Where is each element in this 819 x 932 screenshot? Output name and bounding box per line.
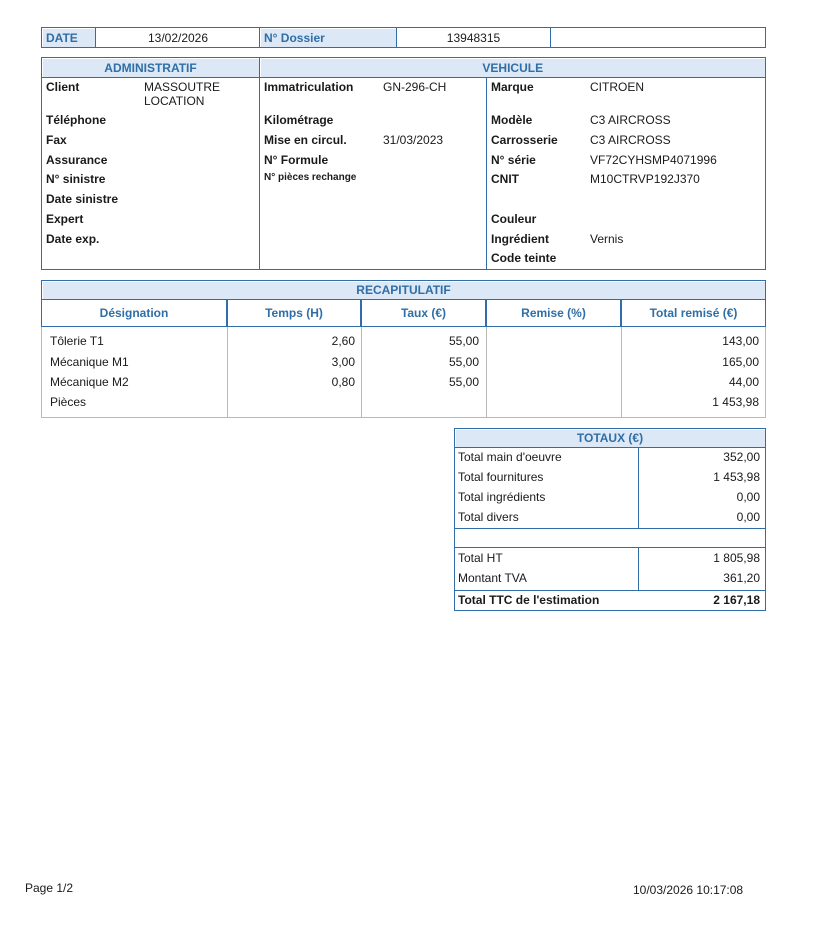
dossier-value: 13948315 <box>446 31 501 45</box>
admin-assurance-label: Assurance <box>46 153 108 167</box>
admin-date-sinistre-label: Date sinistre <box>46 192 119 206</box>
admin-date-exp-label: Date exp. <box>46 232 100 246</box>
recap-temps: 3,00 <box>331 355 355 369</box>
totaux-ht-value: 1 805,98 <box>713 551 760 565</box>
admin-sinistre-label: N° sinistre <box>46 172 106 186</box>
veh-ingredient-value: Vernis <box>590 232 624 246</box>
veh-carrosserie-value: C3 AIRCROSS <box>590 133 671 147</box>
veh-mec-value: 31/03/2023 <box>383 133 444 147</box>
recap-taux: 55,00 <box>448 375 479 389</box>
recap-title-text: RECAPITULATIF <box>356 282 451 297</box>
totaux-fourn-value: 1 453,98 <box>713 470 760 484</box>
veh-couleur-label: Couleur <box>491 212 537 226</box>
admin-client-value: MASSOUTRE LOCATION <box>144 80 221 108</box>
admin-telephone-label: Téléphone <box>46 113 107 127</box>
totaux-title: TOTAUX (€) <box>576 430 644 445</box>
veh-cnit-label: CNIT <box>491 172 519 186</box>
print-timestamp: 10/03/2026 10:17:08 <box>633 883 744 897</box>
recap-temps: 2,60 <box>331 334 355 348</box>
table-row <box>41 395 766 415</box>
recap-total: 44,00 <box>728 375 759 389</box>
date-value: 13/02/2026 <box>147 31 209 45</box>
admin-title: ADMINISTRATIF <box>104 60 197 75</box>
recap-title <box>43 282 765 299</box>
veh-km-label: Kilométrage <box>264 113 334 127</box>
vehicule-header <box>261 59 765 77</box>
admin-client-label: Client <box>46 80 80 94</box>
recap-total: 165,00 <box>722 355 759 369</box>
veh-modele-value: C3 AIRCROSS <box>590 113 671 127</box>
recap-total: 1 453,98 <box>712 395 759 409</box>
veh-ingredient-label: Ingrédient <box>491 232 550 246</box>
vehicule-title: VEHICULE <box>482 60 544 75</box>
totaux-ttc-value: 2 167,18 <box>713 593 760 607</box>
totaux-ingr-label: Total ingrédients <box>458 490 546 504</box>
veh-marque-label: Marque <box>491 80 534 94</box>
date-label: DATE <box>46 31 78 45</box>
admin-fax-label: Fax <box>46 133 67 147</box>
table-row <box>41 355 766 375</box>
veh-mec-label: Mise en circul. <box>264 133 347 147</box>
totaux-divers-label: Total divers <box>458 510 519 524</box>
recap-total: 143,00 <box>722 334 759 348</box>
veh-modele-label: Modèle <box>491 113 533 127</box>
admin-header <box>43 59 259 77</box>
page-number: Page 1/2 <box>25 881 74 895</box>
totaux-ttc-label: Total TTC de l'estimation <box>458 593 600 607</box>
recap-taux: 55,00 <box>448 334 479 348</box>
recap-head-remise: Remise (%) <box>521 306 586 320</box>
admin-expert-label: Expert <box>46 212 84 226</box>
totaux-tva-value: 361,20 <box>723 571 760 585</box>
recap-head-total: Total remisé (€) <box>649 306 738 320</box>
table-row <box>41 334 766 354</box>
veh-serie-value: VF72CYHSMP4071996 <box>590 153 717 167</box>
recap-designation: Tôlerie T1 <box>50 334 104 348</box>
recap-designation: Mécanique M2 <box>50 375 129 389</box>
table-row <box>41 375 766 395</box>
totaux-divers-value: 0,00 <box>736 510 760 524</box>
totaux-header <box>456 430 765 447</box>
recap-designation: Mécanique M1 <box>50 355 129 369</box>
veh-formule-label: N° Formule <box>264 153 329 167</box>
recap-head-temps: Temps (H) <box>265 306 323 320</box>
recap-taux: 55,00 <box>448 355 479 369</box>
veh-teinte-label: Code teinte <box>491 251 557 265</box>
totaux-fourn-label: Total fournitures <box>458 470 544 484</box>
veh-marque-value: CITROEN <box>590 80 644 94</box>
totaux-ingr-value: 0,00 <box>736 490 760 504</box>
recap-head-taux: Taux (€) <box>400 306 447 320</box>
veh-immat-label: Immatriculation <box>264 80 354 94</box>
veh-cnit-value: M10CTRVP192J370 <box>590 172 700 186</box>
veh-serie-label: N° série <box>491 153 536 167</box>
veh-immat-value: GN-296-CH <box>383 80 447 94</box>
totaux-mo-label: Total main d'oeuvre <box>458 450 562 464</box>
totaux-ht-label: Total HT <box>458 551 503 565</box>
dossier-label: N° Dossier <box>264 31 325 45</box>
recap-designation: Pièces <box>50 395 87 409</box>
veh-pieces-label: N° pièces rechange <box>264 172 357 183</box>
totaux-tva-label: Montant TVA <box>458 571 527 585</box>
veh-carrosserie-label: Carrosserie <box>491 133 558 147</box>
totaux-mo-value: 352,00 <box>723 450 760 464</box>
recap-head-designation: Désignation <box>99 306 169 320</box>
recap-temps: 0,80 <box>331 375 355 389</box>
